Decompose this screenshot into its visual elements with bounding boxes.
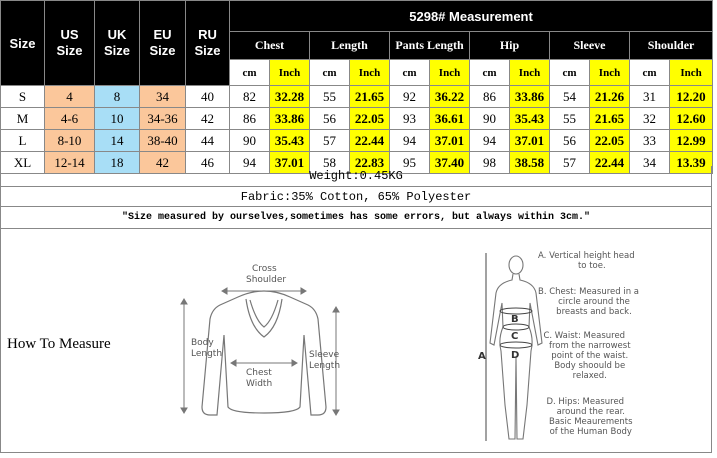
cell-cm: 94: [230, 152, 270, 174]
explanation-line: D. Hips: Measured: [546, 397, 625, 407]
cell-cm: 86: [470, 86, 510, 108]
header-uk-size: [95, 1, 140, 86]
sleeve-length-label-2: Length: [309, 361, 341, 371]
cell-inch: 35.43: [510, 108, 550, 130]
header-size: Size: [1, 1, 45, 86]
unit-cm-2: cm: [390, 60, 430, 86]
cell-inch: 22.44: [350, 130, 390, 152]
cell-eu: 38-40: [140, 130, 186, 152]
cell-cm: 86: [230, 108, 270, 130]
explanation-line: Basic Meaurements: [549, 417, 633, 427]
unit-inch-5: Inch: [670, 60, 713, 86]
cell-uk: 14: [95, 130, 140, 152]
cell-ru: 42: [186, 108, 230, 130]
cell-cm: 56: [550, 130, 590, 152]
explanation-line: A. Vertical height head: [538, 251, 635, 261]
explanation-line: B. Chest: Measured in a: [538, 287, 639, 297]
unit-cm-1: cm: [310, 60, 350, 86]
explanation-d: [538, 397, 633, 437]
letter-d: D: [511, 350, 520, 361]
group-pants-length: Pants Length: [390, 32, 470, 60]
explanation-line: breasts and back.: [556, 307, 632, 317]
cell-cm: 32: [630, 108, 670, 130]
cell-inch: 33.86: [510, 86, 550, 108]
size-rows: [1, 86, 713, 174]
cell-ru: 44: [186, 130, 230, 152]
explanation-line: to toe.: [577, 261, 606, 271]
sleeve-length-label-1: Sleeve: [309, 350, 340, 360]
measurement-title: 5298# Measurement: [230, 1, 713, 32]
header-us-size: [45, 1, 95, 86]
cross-shoulder-label-2: Shoulder: [246, 275, 287, 285]
cell-inch: 22.05: [590, 130, 630, 152]
letter-c: C: [511, 331, 519, 342]
cell-size: M: [1, 108, 45, 130]
cell-inch: 35.43: [270, 130, 310, 152]
chest-width-label-1: Chest: [246, 368, 272, 378]
cell-us: 8-10: [45, 130, 95, 152]
explanation-line: relaxed.: [572, 371, 607, 381]
cell-inch: 12.60: [670, 108, 713, 130]
letter-a: A: [478, 351, 486, 362]
explanation-a: [538, 251, 635, 271]
how-to-measure-section: [0, 229, 712, 453]
cell-cm: 56: [310, 108, 350, 130]
unit-inch-2: Inch: [430, 60, 470, 86]
cell-us: 4-6: [45, 108, 95, 130]
cell-eu: 34: [140, 86, 186, 108]
cell-inch: 21.26: [590, 86, 630, 108]
explanation-line: point of the waist.: [551, 351, 629, 361]
explanation-line: from the narrowest: [549, 341, 631, 351]
cell-uk: 10: [95, 108, 140, 130]
cell-eu: 42: [140, 152, 186, 174]
cross-shoulder-label-1: Cross: [252, 264, 277, 274]
cell-size: S: [1, 86, 45, 108]
explanation-line: C. Waist: Measured: [543, 331, 626, 341]
unit-cm-0: cm: [230, 60, 270, 86]
cell-inch: 22.44: [590, 152, 630, 174]
cell-cm: 55: [310, 86, 350, 108]
cell-us: 4: [45, 86, 95, 108]
cell-inch: 12.20: [670, 86, 713, 108]
group-chest: Chest: [230, 32, 310, 60]
explanation-c: [538, 331, 631, 381]
unit-inch-4: Inch: [590, 60, 630, 86]
header-eu-size-label: EU Size: [149, 27, 176, 58]
cell-size: L: [1, 130, 45, 152]
group-sleeve: Sleeve: [550, 32, 630, 60]
cell-cm: 33: [630, 130, 670, 152]
measurement-note: "Size measured by ourselves,sometimes has some errors, but always within 3cm.": [0, 207, 712, 229]
cell-inch: 13.39: [670, 152, 713, 174]
cell-cm: 31: [630, 86, 670, 108]
cell-cm: 98: [470, 152, 510, 174]
header-uk-size-label: UK Size: [103, 27, 130, 58]
table-row: [1, 86, 713, 108]
unit-cm-3: cm: [470, 60, 510, 86]
cell-cm: 57: [550, 152, 590, 174]
chest-width-label-2: Width: [246, 379, 273, 389]
size-chart-table: [0, 0, 713, 174]
cell-inch: 37.01: [270, 152, 310, 174]
cell-cm: 54: [550, 86, 590, 108]
cell-uk: 18: [95, 152, 140, 174]
how-to-measure-label: How To Measure: [7, 336, 111, 352]
cell-cm: 57: [310, 130, 350, 152]
cell-inch: 37.40: [430, 152, 470, 174]
body-length-label-2: Length: [191, 349, 223, 359]
unit-inch-0: Inch: [270, 60, 310, 86]
body-length-label-1: Body: [191, 338, 214, 348]
cell-inch: 21.65: [590, 108, 630, 130]
cell-inch: 21.65: [350, 86, 390, 108]
weight-info: Weight:0.45KG: [0, 166, 712, 187]
cell-inch: 32.28: [270, 86, 310, 108]
header-us-size-label: US Size: [56, 27, 83, 58]
unit-cm-5: cm: [630, 60, 670, 86]
cell-inch: 37.01: [430, 130, 470, 152]
cell-inch: 33.86: [270, 108, 310, 130]
letter-b: B: [511, 314, 519, 325]
cell-cm: 90: [470, 108, 510, 130]
header-ru-size-label: RU Size: [194, 27, 221, 58]
explanation-line: of the Human Body: [549, 427, 632, 437]
cell-inch: 37.01: [510, 130, 550, 152]
cell-inch: 22.83: [350, 152, 390, 174]
shirt-diagram: [176, 255, 351, 445]
explanation-b: [538, 287, 639, 317]
cell-us: 12-14: [45, 152, 95, 174]
cell-cm: 94: [470, 130, 510, 152]
cell-ru: 40: [186, 86, 230, 108]
cell-cm: 94: [390, 130, 430, 152]
cell-inch: 36.61: [430, 108, 470, 130]
unit-inch-1: Inch: [350, 60, 390, 86]
explanation-line: around the rear.: [556, 407, 625, 417]
cell-eu: 34-36: [140, 108, 186, 130]
cell-inch: 36.22: [430, 86, 470, 108]
cell-cm: 58: [310, 152, 350, 174]
cell-cm: 92: [390, 86, 430, 108]
cell-cm: 55: [550, 108, 590, 130]
table-row: [1, 108, 713, 130]
cell-cm: 34: [630, 152, 670, 174]
cell-cm: 90: [230, 130, 270, 152]
header-eu-size: [140, 1, 186, 86]
unit-cm-4: cm: [550, 60, 590, 86]
explanation-line: Body shoould be: [554, 361, 626, 371]
cell-size: XL: [1, 152, 45, 174]
cell-ru: 46: [186, 152, 230, 174]
explanation-line: circle around the: [558, 297, 630, 307]
cell-inch: 22.05: [350, 108, 390, 130]
cell-cm: 82: [230, 86, 270, 108]
table-row: [1, 130, 713, 152]
header-ru-size: [186, 1, 230, 86]
cell-cm: 93: [390, 108, 430, 130]
group-length: Length: [310, 32, 390, 60]
cell-uk: 8: [95, 86, 140, 108]
group-hip: Hip: [470, 32, 550, 60]
fabric-info: Fabric:35% Cotton, 65% Polyester: [0, 187, 712, 207]
cell-inch: 38.58: [510, 152, 550, 174]
cell-cm: 95: [390, 152, 430, 174]
unit-inch-3: Inch: [510, 60, 550, 86]
cell-inch: 12.99: [670, 130, 713, 152]
group-shoulder: Shoulder: [630, 32, 713, 60]
